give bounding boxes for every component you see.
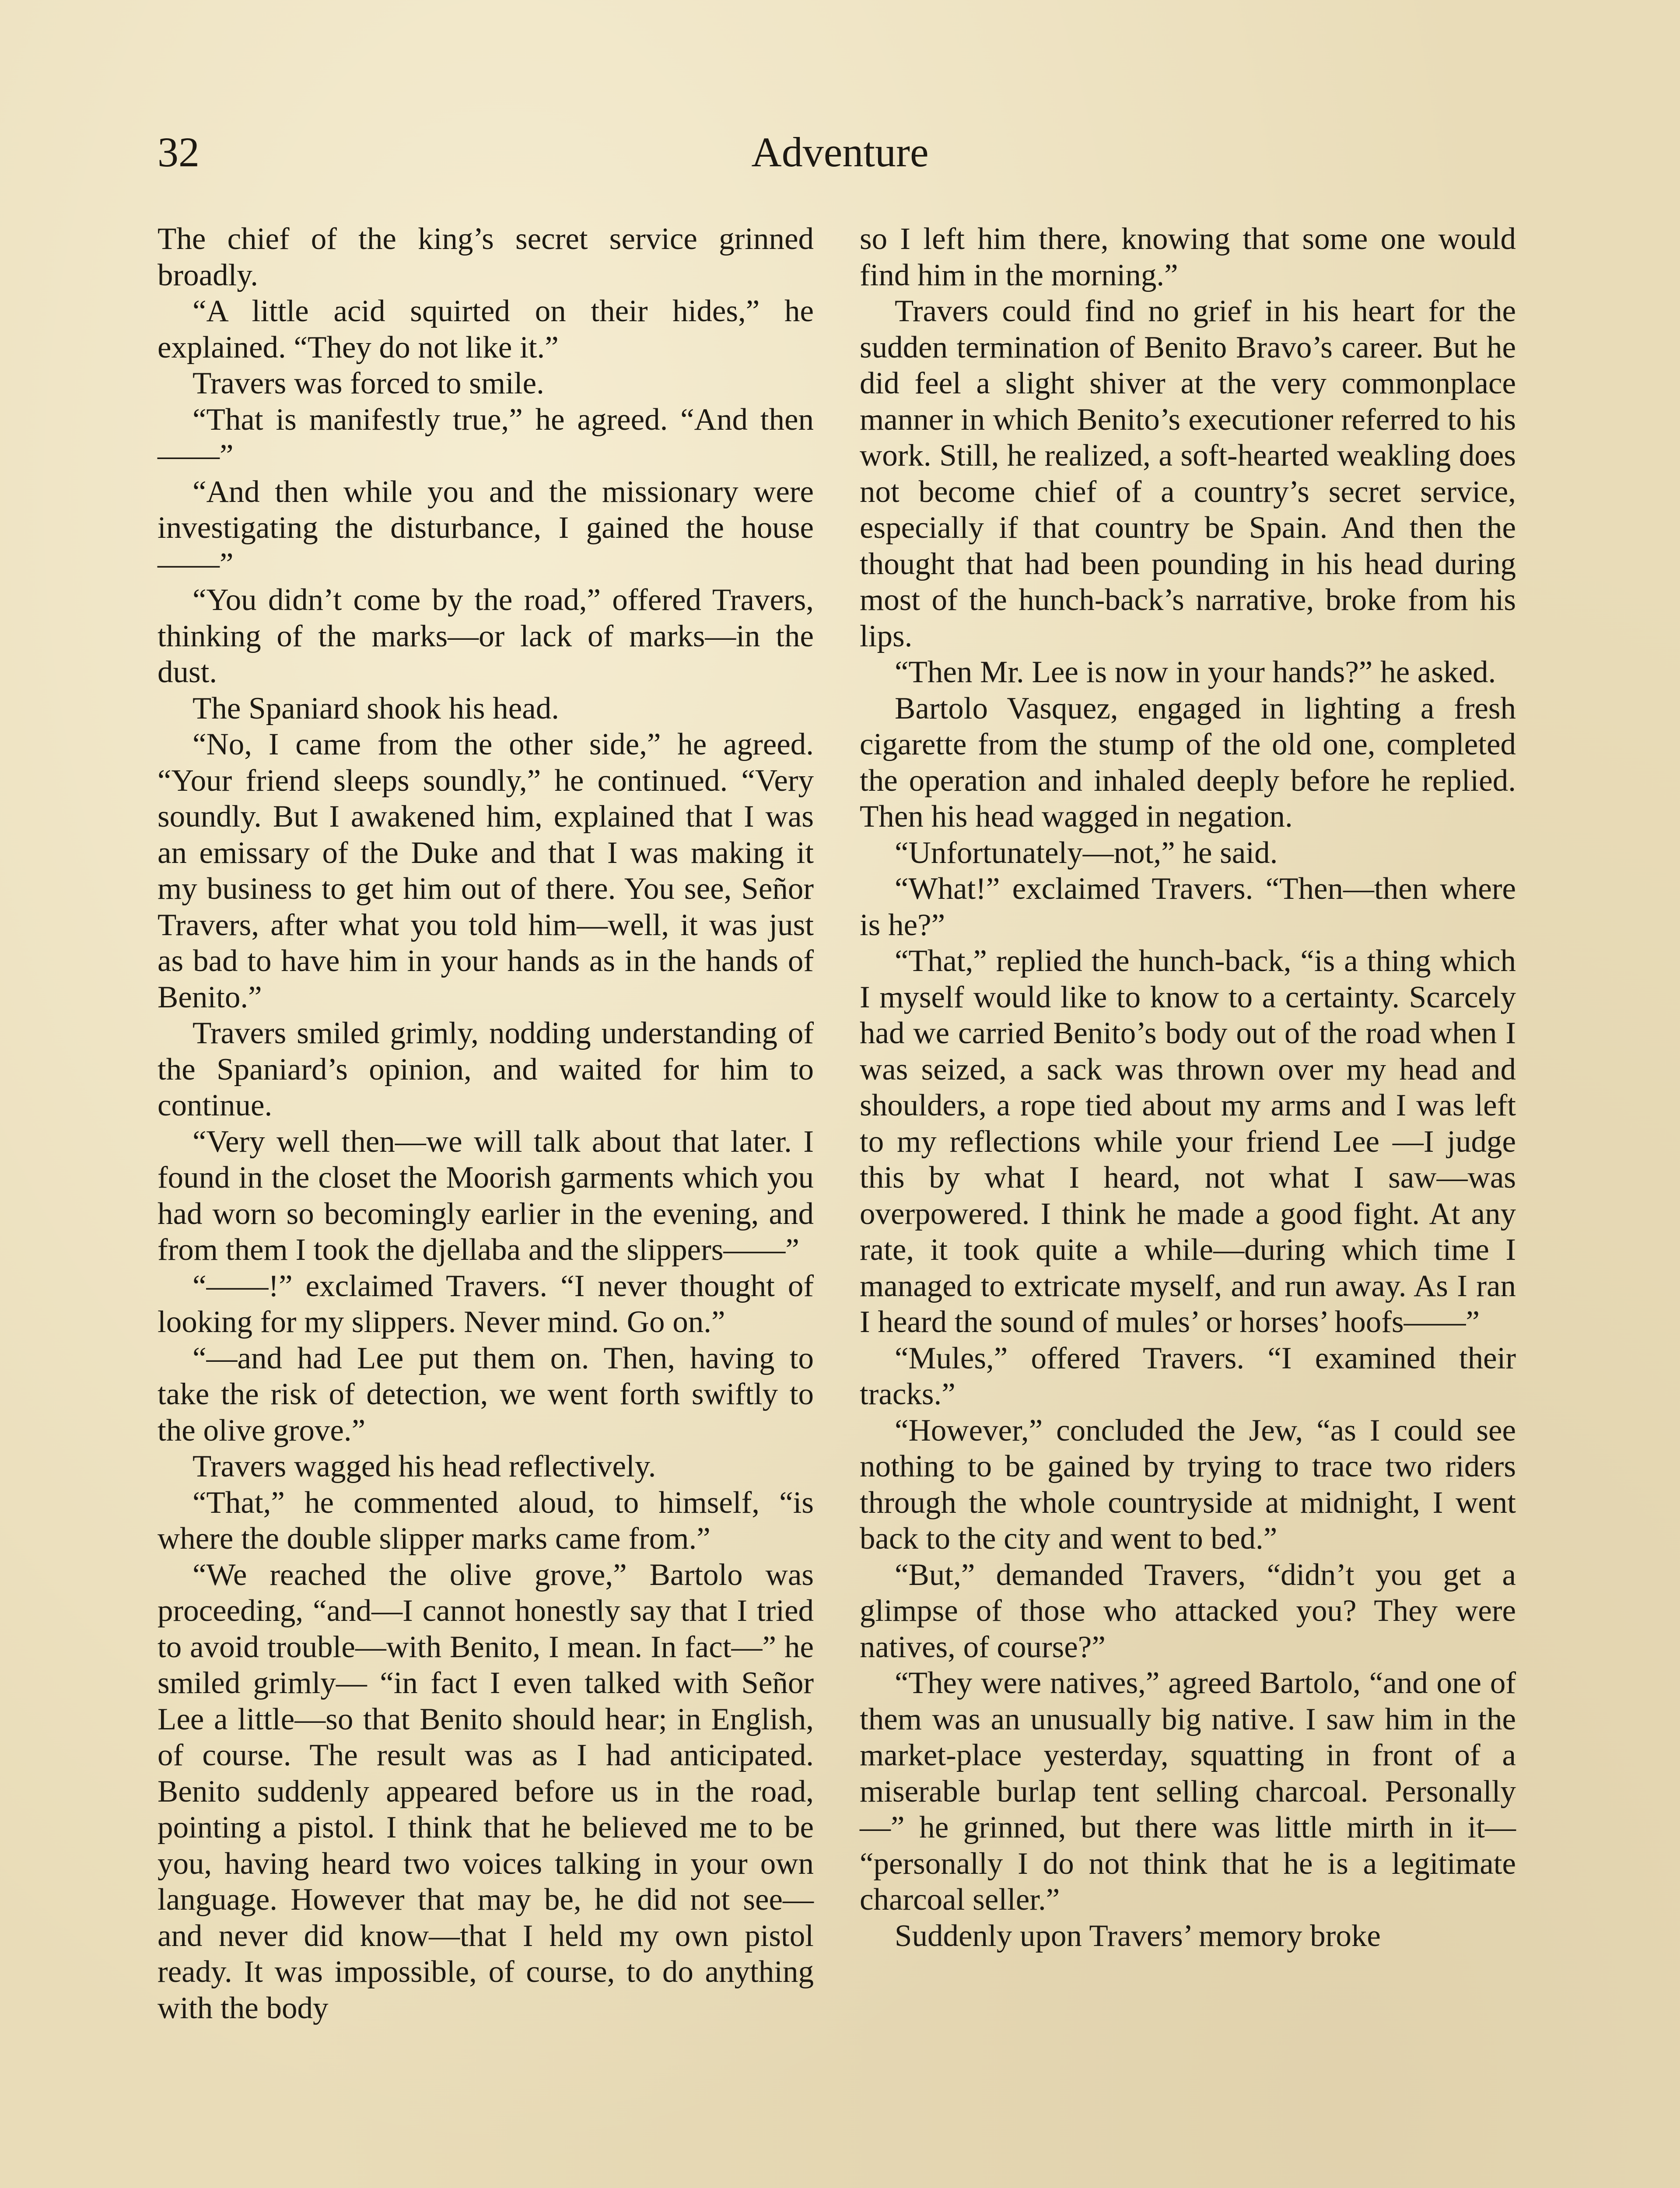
right-column <box>860 221 1516 1954</box>
running-head-title: Adventure <box>751 129 929 175</box>
paragraph: Travers was forced to smile. <box>192 366 544 400</box>
paragraph: “And then while you and the missionary were investigating the disturbance, I gained the house——” <box>158 474 814 581</box>
paragraph: “They were natives,” agreed Bartolo, “and one of them was an unusually big native. I saw him in the market-place yesterday, squatting in front of a miserable burlap tent selling charcoal. Personally—” he grinned, but there was little mirth in it— “personally I do not think that he is a legitimate charcoal seller.” <box>860 1666 1516 1917</box>
paragraph: “—and had Lee put them on. Then, having to take the risk of detection, we went forth swiftly to the olive grove.” <box>158 1341 814 1448</box>
paragraph: “A little acid squirted on their hides,” he explained. “They do not like it.” <box>158 294 814 365</box>
paragraph: “You didn’t come by the road,” offered Travers, thinking of the marks—or lack of marks—in the dust. <box>158 583 814 689</box>
paragraph: “That is manifestly true,” he agreed. “And then——” <box>158 402 814 473</box>
paragraph: The Spaniard shook his head. <box>192 691 560 726</box>
paragraph: Travers could find no grief in his heart for the sudden termination of Benito Bravo’s career. But he did feel a slight shiver at the very commonplace manner in which Benito’s executioner referred to his work. Still, he realized, a soft-hearted weakling does not become chief of a country’s secret service, especially if that country be Spain. And then the thought that had been pounding in his head during most of the hunch-back’s narrative, broke from his lips. <box>860 294 1516 653</box>
paragraph: Travers wagged his head reflectively. <box>192 1449 656 1483</box>
paragraph: “Then Mr. Lee is now in your hands?” he asked. <box>895 655 1496 689</box>
paragraph: “That,” replied the hunch-back, “is a thing which I myself would like to know to a certainty. Scarcely had we carried Benito’s body out of the road when I was seized, a sack was thrown over my head and shoulders, a rope tied about my arms and I was left to my reflections while your friend Lee —I judge this by what I heard, not what I saw—was overpowered. I think he made a good fight. At any rate, it took quite a while—during which time I managed to extricate myself, and run away. As I ran I heard the sound of mules’ or horses’ hoofs——” <box>860 944 1516 1339</box>
page-number: 32 <box>158 129 200 175</box>
paragraph: Bartolo Vasquez, engaged in lighting a fresh cigarette from the stump of the old one, completed the operation and inhaled deeply before he replied. Then his head wagged in negation. <box>860 691 1516 834</box>
paragraph: “However,” concluded the Jew, “as I could see nothing to be gained by trying to trace two riders through the whole countryside at midnight, I went back to the city and went to bed.” <box>860 1413 1516 1556</box>
paragraph: “But,” demanded Travers, “didn’t you get a glimpse of those who attacked you? They were natives, of course?” <box>860 1557 1516 1664</box>
paragraph: “That,” he commented aloud, to himself, “is where the double slipper marks came from.” <box>158 1485 814 1556</box>
paragraph: The chief of the king’s secret service grinned broadly. <box>158 222 814 292</box>
paragraph: so I left him there, knowing that some one would find him in the morning.” <box>860 222 1516 292</box>
paragraph: “Very well then—we will talk about that later. I found in the closet the Moorish garments which you had worn so becomingly earlier in the evening, and from them I took the djellaba and the slippers——” <box>158 1124 814 1267</box>
paragraph: “What!” exclaimed Travers. “Then—then where is he?” <box>860 872 1516 942</box>
left-column <box>158 221 814 2026</box>
paragraph: “We reached the olive grove,” Bartolo was proceeding, “and—I cannot honestly say that I tried to avoid trouble—with Benito, I mean. In fact—” he smiled grimly— “in fact I even talked with Señor Lee a little—so that Benito should hear; in English, of course. The result was as I had anticipated. Benito suddenly appeared before us in the road, pointing a pistol. I think that he believed me to be you, having heard two voices talking in your own language. However that may be, he did not see—and never did know—that I held my own pistol ready. It was impossible, of course, to do anything with the body <box>158 1557 814 2025</box>
paragraph: Travers smiled grimly, nodding understanding of the Spaniard’s opinion, and waited for him to continue. <box>158 1016 814 1122</box>
paragraph: “No, I came from the other side,” he agreed. “Your friend sleeps soundly,” he continued. “Very soundly. But I awakened him, explained that I was an emissary of the Duke and that I was making it my business to get him out of there. You see, Señor Travers, after what you told him—well, it was just as bad to have him in your hands as in the hands of Benito.” <box>158 727 814 1014</box>
paragraph: “Mules,” offered Travers. “I examined their tracks.” <box>860 1341 1516 1411</box>
paragraph: “Unfortunately—not,” he said. <box>895 835 1278 870</box>
paragraph: “——!” exclaimed Travers. “I never thought of looking for my slippers. Never mind. Go on.” <box>158 1269 814 1339</box>
paragraph: Suddenly upon Travers’ memory broke <box>895 1918 1381 1953</box>
